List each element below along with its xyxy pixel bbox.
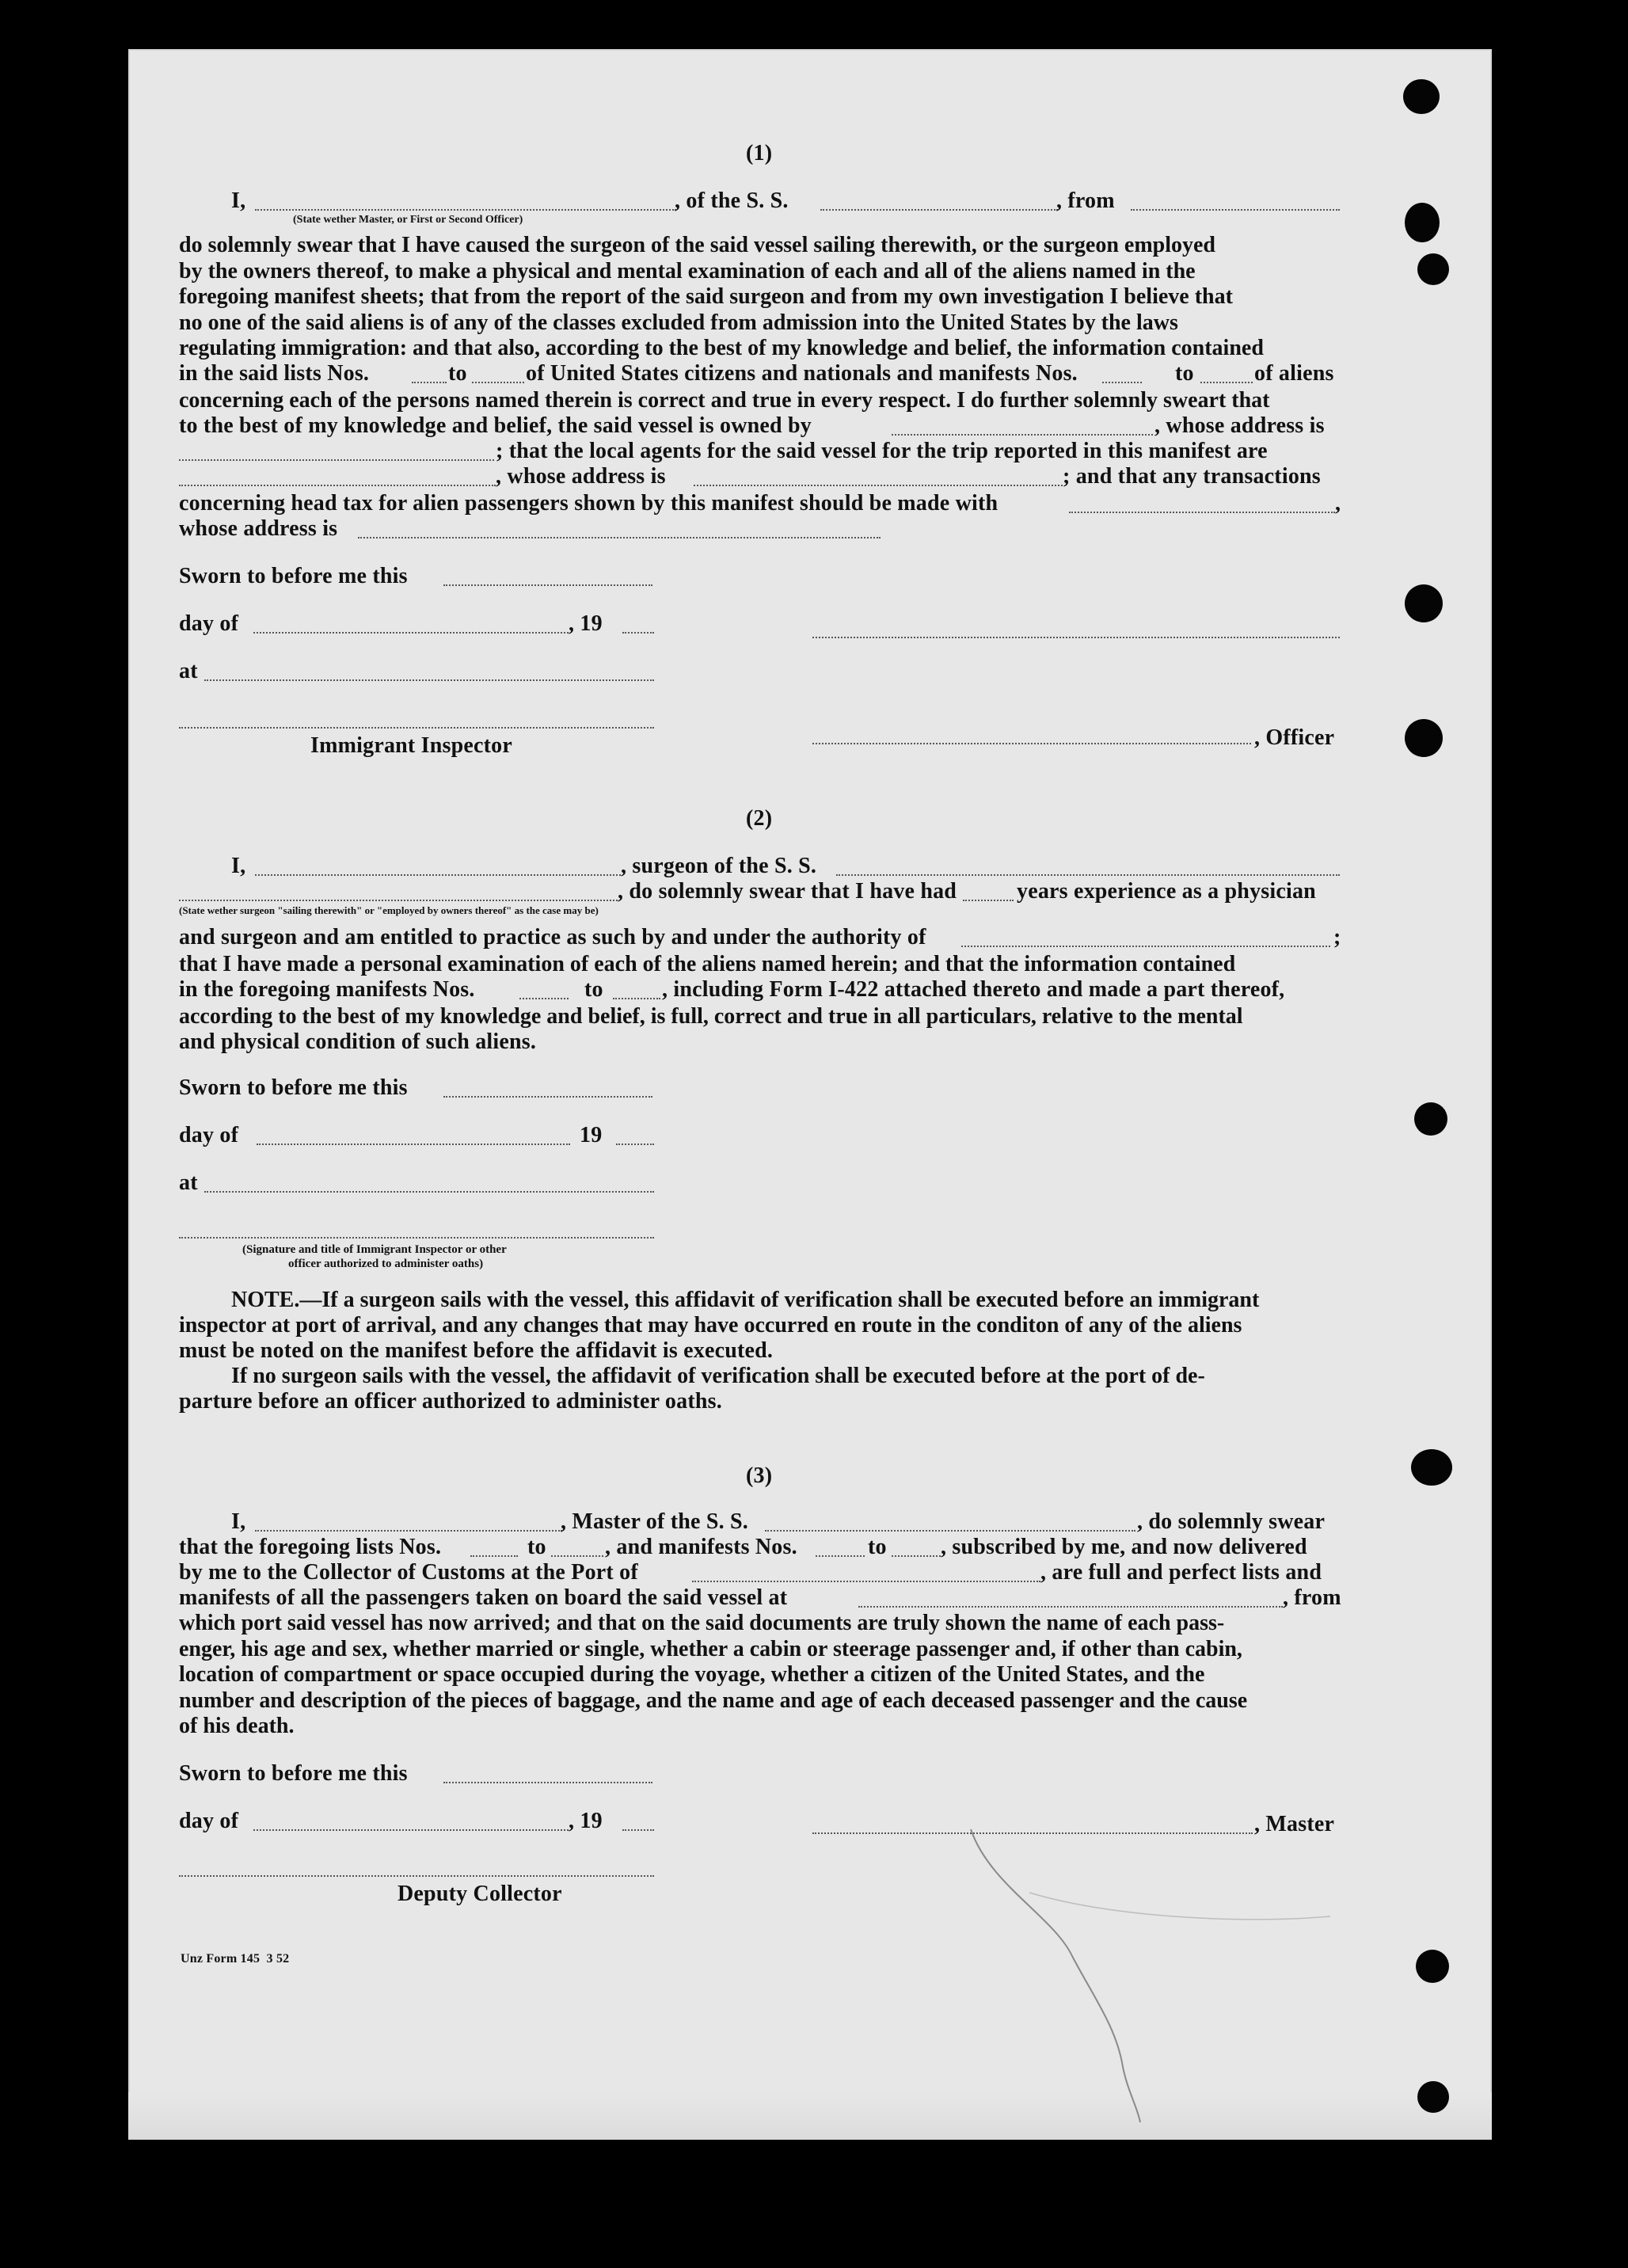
sworn-label: Sworn to before me this	[179, 1761, 408, 1786]
punch-hole	[1417, 2081, 1449, 2113]
punch-hole	[1417, 253, 1449, 285]
at-label: at	[179, 659, 198, 683]
note-line: parture before an officer authorized to administer oaths.	[179, 1389, 722, 1414]
oath-text: to	[1175, 361, 1194, 386]
fill-in-line	[692, 1581, 1040, 1582]
fill-in-line	[616, 1144, 654, 1145]
text-line: concerning each of the persons named therein is correct and true in every respect. I do further solemnly sweart that	[179, 388, 1270, 413]
text-line: number and description of the pieces of baggage, and the name and age of each deceased passenger and the cause	[179, 1688, 1248, 1713]
field-hint: (State wether Master, or First or Second Officer)	[293, 214, 523, 226]
fill-in-line	[1069, 512, 1335, 513]
sworn-label: Sworn to before me this	[179, 564, 408, 588]
fill-in-line	[179, 900, 618, 901]
oath-text: , from	[1283, 1585, 1341, 1610]
fill-in-line	[253, 1829, 569, 1831]
note-line: must be noted on the manifest before the affidavit is executed.	[179, 1338, 774, 1363]
oath-text: , are full and perfect lists and	[1040, 1560, 1322, 1585]
master-label: , Master	[1254, 1812, 1335, 1836]
text-line: and physical condition of such aliens.	[179, 1029, 537, 1054]
oath-text: , subscribed by me, and now delivered	[941, 1535, 1307, 1559]
fill-in-line	[1102, 382, 1142, 383]
oath-text: , do solemnly swear	[1137, 1509, 1326, 1534]
year-label: , 19	[569, 1809, 603, 1833]
fill-in-line	[470, 1555, 518, 1557]
oath-text: I,	[231, 188, 246, 213]
section-number: (3)	[746, 1463, 773, 1488]
fill-in-line	[836, 874, 1340, 876]
at-label: at	[179, 1170, 198, 1195]
day-label: day of	[179, 1809, 239, 1833]
oath-text: , whose address is	[496, 464, 666, 489]
form-number: Unz Form 145 3 52	[181, 1952, 290, 1965]
year-label: , 19	[569, 611, 603, 636]
oath-paragraph	[179, 1611, 1340, 1740]
fill-in-line	[257, 1144, 570, 1145]
fill-in-line	[765, 1530, 1135, 1532]
text-line: no one of the said aliens is of any of the classes excluded from admission into the United States by the laws	[179, 310, 1178, 335]
oath-text: that the foregoing lists Nos.	[179, 1535, 442, 1559]
fill-in-line	[622, 1829, 654, 1831]
fill-in-line	[255, 874, 621, 876]
fill-in-line	[892, 1555, 941, 1557]
fill-in-line	[253, 632, 569, 634]
signature-caption: officer authorized to administer oaths)	[288, 1258, 484, 1270]
fill-in-line	[1131, 209, 1340, 211]
day-label: day of	[179, 611, 239, 636]
oath-text: of United States citizens and nationals and manifests Nos.	[526, 361, 1078, 386]
sworn-label: Sworn to before me this	[179, 1075, 408, 1100]
fill-in-line	[204, 679, 654, 681]
fill-in-line	[443, 1096, 652, 1098]
oath-text: ;	[1333, 925, 1341, 949]
oath-text: , and manifests Nos.	[605, 1535, 797, 1559]
fill-in-line	[255, 209, 676, 211]
punch-hole	[1405, 203, 1440, 242]
fill-in-line	[892, 434, 1153, 436]
oath-text: of aliens	[1254, 361, 1334, 386]
fill-in-line	[358, 537, 881, 538]
oath-text: , Master of the S. S.	[561, 1509, 748, 1534]
oath-text: , whose address is	[1154, 413, 1325, 438]
signature-line	[812, 637, 1340, 638]
signature-line	[179, 1237, 654, 1239]
punch-hole	[1411, 1449, 1452, 1486]
fill-in-line	[816, 1555, 865, 1557]
oath-text: to	[868, 1535, 887, 1559]
fill-in-line	[179, 459, 494, 461]
fill-in-line	[858, 1606, 1283, 1608]
oath-text: to	[527, 1535, 546, 1559]
oath-text: ,	[1335, 491, 1341, 516]
fill-in-line	[1200, 382, 1253, 383]
punch-hole	[1403, 79, 1440, 114]
field-hint: (State wether surgeon "sailing therewith" or "employed by owners thereof" as the case may be)	[179, 904, 599, 916]
day-label: day of	[179, 1123, 239, 1147]
fill-in-line	[443, 1782, 652, 1783]
fill-in-line	[963, 900, 1014, 901]
text-line: regulating immigration: and that also, according to the best of my knowledge and belief, the information contained	[179, 336, 1264, 360]
year-label: 19	[580, 1123, 603, 1147]
text-line: of his death.	[179, 1714, 295, 1738]
oath-text: in the said lists Nos.	[179, 361, 370, 386]
oath-text: ; that the local agents for the said vessel for the trip reported in this manifest are	[496, 439, 1268, 463]
oath-text: to	[448, 361, 467, 386]
fill-in-line	[622, 632, 654, 634]
section-number: (2)	[746, 806, 773, 831]
text-line: which port said vessel has now arrived; and that on the said documents are truly shown the name of each pass-	[179, 1611, 1225, 1635]
oath-text: , do solemnly swear that I have had	[618, 879, 957, 904]
signature-line	[179, 1875, 654, 1877]
text-line: that I have made a personal examination of each of the aliens named herein; and that the information contained	[179, 952, 1236, 976]
text-line: do solemnly swear that I have caused the surgeon of the said vessel sailing therewith, or the surgeon employed	[179, 233, 1215, 257]
signature-line	[812, 743, 1251, 744]
punch-hole	[1416, 1950, 1449, 1983]
oath-text: years experience as a physician	[1017, 879, 1316, 904]
punch-hole	[1405, 584, 1443, 622]
fill-in-line	[551, 1555, 603, 1557]
oath-text: to the best of my knowledge and belief, the said vessel is owned by	[179, 413, 812, 438]
fill-in-line	[694, 485, 1063, 486]
fill-in-line	[820, 209, 1058, 211]
punch-hole	[1405, 719, 1443, 757]
section-number: (1)	[746, 141, 773, 166]
oath-text: to	[584, 977, 603, 1002]
text-line: by the owners thereof, to make a physical and mental examination of each and all of the aliens named in the	[179, 258, 1196, 284]
oath-text: I,	[231, 854, 246, 878]
oath-text: and surgeon and am entitled to practice as such by and under the authority of	[179, 925, 926, 949]
fill-in-line	[961, 946, 1330, 947]
oath-paragraph	[179, 233, 1340, 362]
oath-text: manifests of all the passengers taken on board the said vessel at	[179, 1585, 788, 1610]
oath-text: by me to the Collector of Customs at the Port of	[179, 1560, 638, 1585]
oath-text: I,	[231, 1509, 246, 1534]
fill-in-line	[179, 485, 496, 486]
oath-text: , from	[1056, 188, 1115, 213]
text-line: enger, his age and sex, whether married or single, whether a cabin or steerage passenger and, if other than cabin,	[179, 1636, 1242, 1661]
note-line: NOTE.—If a surgeon sails with the vessel, this affidavit of verification shall be executed before an immigrant	[231, 1288, 1260, 1312]
oath-text: concerning head tax for alien passengers shown by this manifest should be made with	[179, 491, 998, 516]
oath-text: , of the S. S.	[675, 188, 789, 213]
signature-line	[179, 727, 654, 729]
fill-in-line	[255, 1530, 562, 1532]
oath-text: in the foregoing manifests Nos.	[179, 977, 475, 1002]
oath-text: ; and that any transactions	[1063, 464, 1321, 489]
deputy-label: Deputy Collector	[397, 1882, 562, 1906]
officer-label: , Officer	[1254, 725, 1335, 750]
text-line: foregoing manifest sheets; that from the report of the said surgeon and from my own investigation I believe that	[179, 284, 1233, 309]
fill-in-line	[443, 584, 652, 586]
oath-text: , including Form I-422 attached thereto and made a part thereof,	[662, 977, 1285, 1002]
punch-hole	[1414, 1102, 1447, 1136]
signature-caption: (Signature and title of Immigrant Inspector or other	[242, 1243, 507, 1256]
inspector-label: Immigrant Inspector	[310, 733, 512, 758]
fill-in-line	[519, 998, 569, 999]
signature-line	[812, 1832, 1253, 1834]
fill-in-line	[412, 382, 447, 383]
text-line: according to the best of my knowledge and belief, is full, correct and true in all particulars, relative to the mental	[179, 1004, 1243, 1029]
fill-in-line	[204, 1191, 654, 1193]
fill-in-line	[472, 382, 524, 383]
oath-text: whose address is	[179, 516, 338, 541]
fill-in-line	[613, 998, 660, 999]
oath-text: , surgeon of the S. S.	[621, 854, 817, 878]
note-line: inspector at port of arrival, and any changes that may have occurred en route in the conditon of any of the aliens	[179, 1313, 1242, 1338]
note-line: If no surgeon sails with the vessel, the affidavit of verification shall be executed before at the port of de-	[231, 1364, 1205, 1388]
text-line: location of compartment or space occupied during the voyage, whether a citizen of the United States, and the	[179, 1662, 1205, 1687]
